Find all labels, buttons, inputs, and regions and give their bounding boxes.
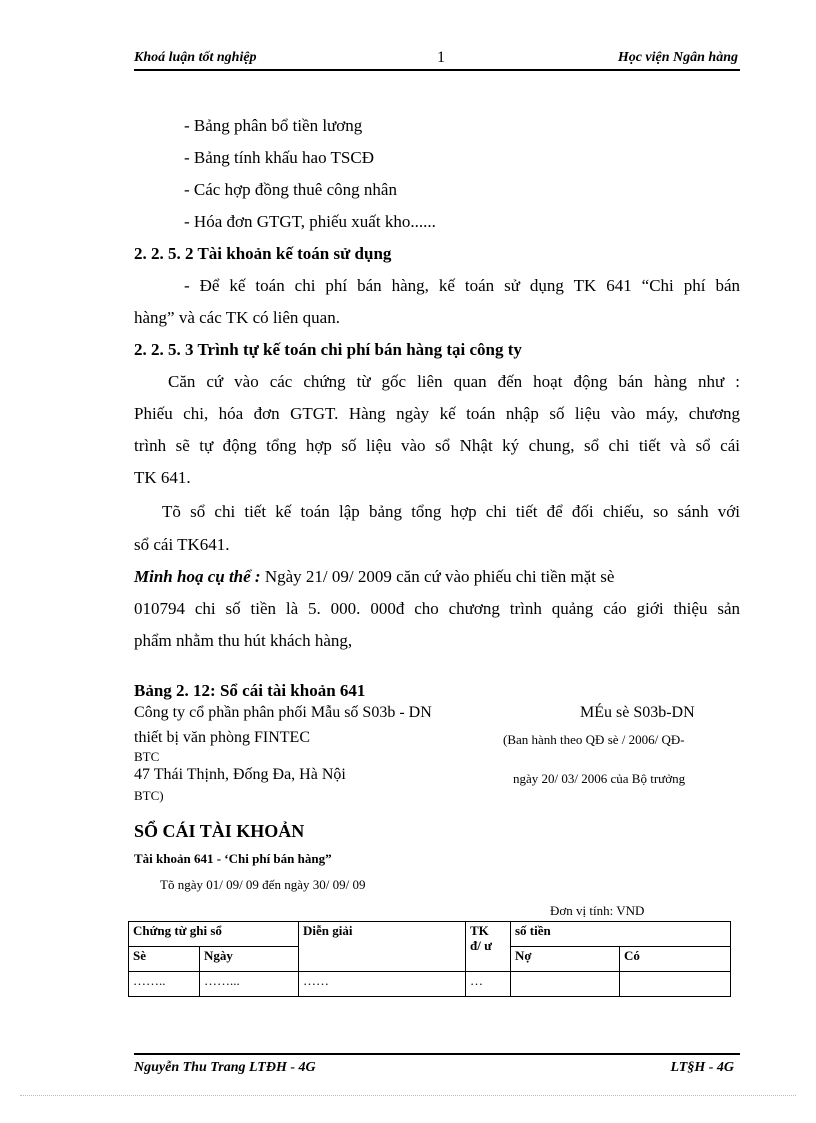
company-line: BTC — [134, 749, 160, 764]
ledger-unit: Đơn vị tính: VND — [550, 903, 645, 918]
header-description: Diễn giải — [299, 922, 466, 972]
section-heading-2253: 2. 2. 5. 3 Trình tự kế toán chi phí bán hàng tại công ty — [134, 340, 522, 359]
header-tk — [466, 922, 511, 972]
cell-description: …… — [299, 972, 466, 997]
header-date: Ngày — [200, 947, 299, 972]
ledger-title: SỔ CÁI TÀI KHOẢN — [134, 821, 305, 841]
list-item: - Các hợp đồng thuê công nhân — [184, 180, 397, 199]
cell-number: …….. — [129, 972, 200, 997]
paragraph-line: Tõ sổ chi tiết kế toán lập bảng tổng hợp chi tiết để đối chiếu, so sánh với — [162, 502, 740, 521]
header-voucher: Chứng từ ghi sổ — [129, 922, 299, 947]
example-label: Minh hoạ cụ thể : — [134, 567, 261, 586]
header-right: Học viện Ngân hàng — [617, 50, 738, 65]
list-item: - Hóa đơn GTGT, phiếu xuất kho...... — [184, 212, 436, 231]
table-caption: Bảng 2. 12: Sổ cái tài khoản 641 — [134, 681, 366, 700]
header-rule — [134, 69, 740, 71]
list-item: - Bảng tính khấu hao TSCĐ — [184, 148, 374, 167]
company-line: thiết bị văn phòng FINTEC — [134, 729, 310, 746]
company-line: BTC) — [134, 788, 164, 803]
ledger-table — [128, 921, 731, 997]
paragraph-line: hàng” và các TK có liên quan. — [134, 308, 340, 327]
cell-debit — [511, 972, 620, 997]
paragraph-line: Phiếu chi, hóa đơn GTGT. Hàng ngày kế toán nhập số liệu vào máy, chương — [134, 404, 740, 423]
cell-tk: … — [466, 972, 511, 997]
company-address: 47 Thái Thịnh, Đống Đa, Hà Nội — [134, 766, 346, 783]
section-heading-2252: 2. 2. 5. 2 Tài khoản kế toán sử dụng — [134, 244, 392, 263]
paragraph-line: phẩm nhằm thu hút khách hàng, — [134, 631, 353, 650]
footer-rule — [134, 1053, 740, 1055]
ledger-period: Tõ ngày 01/ 09/ 09 đến ngày 30/ 09/ 09 — [160, 877, 366, 892]
header-left: Khoá luận tốt nghiệp — [134, 50, 257, 65]
header-debit: Nợ — [511, 947, 620, 972]
form-date: ngày 20/ 03/ 2006 của Bộ trưởng — [513, 771, 686, 786]
page-edge — [20, 1095, 796, 1096]
page-number: 1 — [437, 49, 445, 66]
footer-left: Nguyễn Thu Trang LTĐH - 4G — [134, 1060, 316, 1075]
paragraph-line: Căn cứ vào các chứng từ gốc liên quan đến hoạt động bán hàng như : — [168, 372, 740, 391]
cell-date: ……... — [200, 972, 299, 997]
example-text: Ngày 21/ 09/ 2009 căn cứ vào phiếu chi tiền mặt sè — [260, 567, 615, 586]
header-amount: số tiền — [511, 922, 731, 947]
form-issued: (Ban hành theo QĐ sè / 2006/ QĐ- — [503, 732, 685, 747]
header-tk-line1: TK — [470, 923, 489, 938]
example-line — [134, 567, 740, 587]
footer-right: LT§H - 4G — [670, 1060, 734, 1075]
paragraph-line: - Để kế toán chi phí bán hàng, kế toán sử dụng TK 641 “Chi phí bán — [184, 276, 740, 295]
paragraph-line: trình sẽ tự động tổng hợp số liệu vào sổ Nhật ký chung, sổ chi tiết và sổ cái — [134, 436, 740, 455]
company-line: Công ty cổ phần phân phối Mẫu số S03b - DN — [134, 704, 432, 721]
header-number: Sè — [129, 947, 200, 972]
paragraph-line: 010794 chi số tiền là 5. 000. 000đ cho chương trình quảng cáo giới thiệu sản — [134, 599, 740, 618]
list-item: - Bảng phân bổ tiền lương — [184, 116, 363, 135]
paragraph-line: sổ cái TK641. — [134, 535, 230, 554]
header-tk-line2: đ/ ư — [470, 938, 492, 953]
ledger-account: Tài khoản 641 - ‘Chi phí bán hàng” — [134, 851, 332, 866]
paragraph-line: TK 641. — [134, 468, 191, 487]
header-credit: Có — [620, 947, 731, 972]
table-row — [129, 972, 731, 997]
form-code: MÉu sè S03b-DN — [580, 704, 695, 721]
cell-credit — [620, 972, 731, 997]
